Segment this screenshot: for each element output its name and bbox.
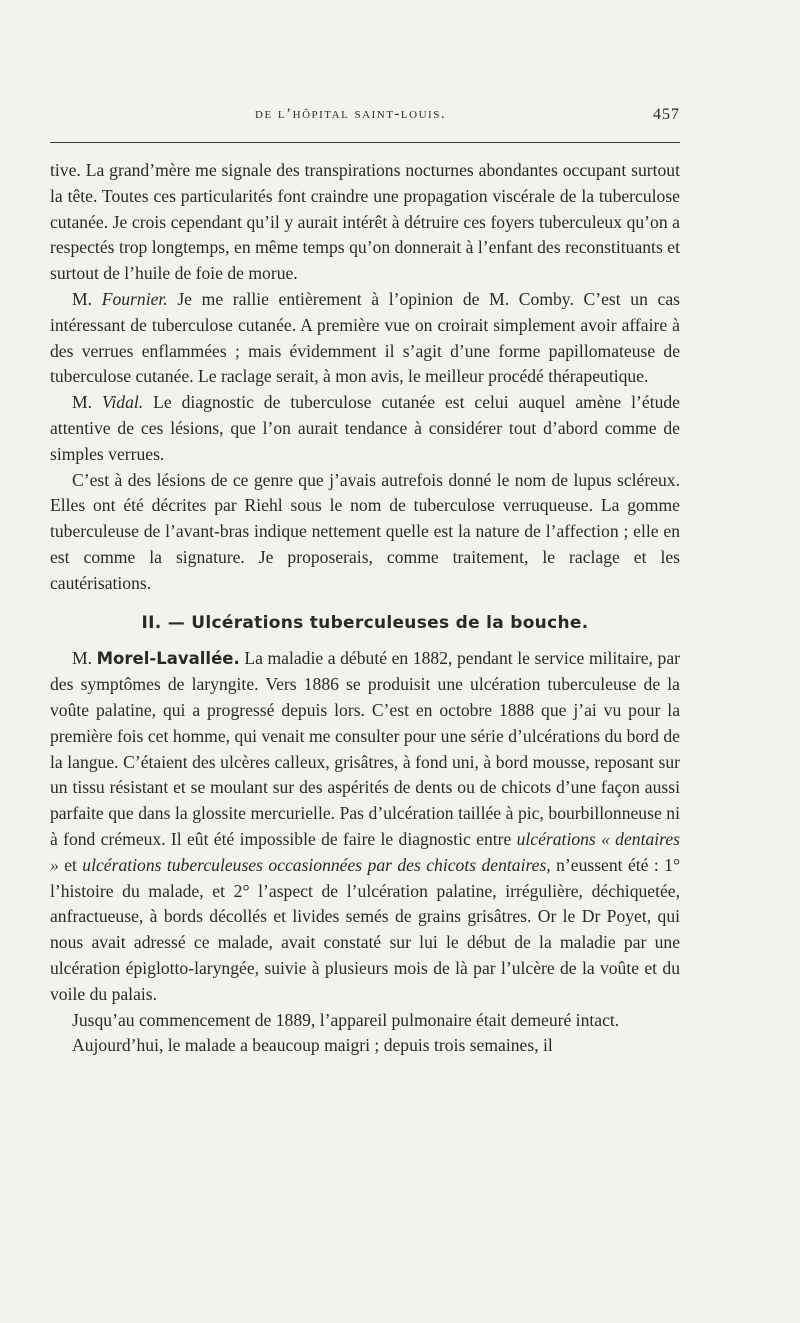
paragraph-text: Je me rallie entièrement à l’opinion de M. Comby. C’est un cas intéressant de tuberculose cutanée. A première vue on croirait simplement avoir affaire à des verrues enflammées ; mais évidemment il s’agit d’une forme papillomateuse de tuberculose cutanée. Le raclage serait, à mon avis, le meilleur procédé thérapeutique. <box>50 288 680 387</box>
header-rule <box>50 142 680 143</box>
paragraph-text: et <box>58 854 83 875</box>
paragraph: tive. La grand’mère me signale des transpirations nocturnes abondantes occupant surtout la tête. Toutes ces particularités font craindre une propagation viscérale de la tuberculose cutanée. Je crois cependant qu’il y aurait intérêt à détruire ces foyers tuberculeux qu’on a respectés trop longtemps, en même temps qu’on donnerait à l’enfant des reconstituants et surtout de l’huile de foie de morue. <box>50 160 680 284</box>
speaker-name: Morel-Lavallée. <box>96 649 240 669</box>
page-header <box>50 106 680 130</box>
body-text <box>50 158 680 1059</box>
speaker-prefix: M. <box>72 392 102 413</box>
paragraph: C’est à des lésions de ce genre que j’avais autrefois donné le nom de lupus scléreux. Elles ont été décrites par Riehl sous le nom de tuberculose verruqueuse. La gomme tuberculeuse de l’avant-bras indique nettement quelle est la nature de l’affection ; elle en est comme la signature. Je proposerais, comme traitement, le raclage et les cautérisations. <box>50 469 680 593</box>
paragraph-text: Le diagnostic de tuberculose cutanée est celui auquel amène l’étude attentive de ces lésions, que l’on aurait tendance à considérer tout d’abord comme de simples verrues. <box>50 392 680 464</box>
paragraph: Jusqu’au commencement de 1889, l’appareil pulmonaire était demeuré intact. <box>72 1009 620 1030</box>
speaker-name: Vidal. <box>101 392 144 413</box>
paragraph-fournier <box>50 287 680 390</box>
speaker-prefix: M. <box>72 288 102 309</box>
paragraph-morel-lavallee <box>50 646 680 1007</box>
italic-phrase: ulcérations tuberculeuses occasionnées par des chicots dentaires, <box>82 854 551 875</box>
italic-phrase: ulcérations « dentaires » <box>50 828 680 875</box>
section-heading: II. — Ulcérations tuberculeuses de la bouche. <box>141 612 589 633</box>
paragraph-text: La maladie a débuté en 1882, pendant le service militaire, par des symptômes de laryngite. Vers 1886 se produisit une ulcération tuberculeuse de la voûte palatine, qui a progressé depuis lors. C’est en octobre 1888 que j’ai vu pour la première fois cet homme, qui venait me consulter pour une série d’ulcérations du bord de la langue. C’étaient des ulcères calleux, grisâtres, à fond uni, à bord mousse, reposant sur un tissu résistant et se moulant sur des aspérités de dents ou de chicots d’une façon aussi parfaite que dans la glossite mercurielle. Pas d’ulcération taillée à pic, bourbillonneuse ni à fond crémeux. Il eût été impossible de faire le diagnostic entre <box>50 648 680 849</box>
paragraph: Aujourd’hui, le malade a beaucoup maigri ; depuis trois semaines, il <box>72 1035 553 1056</box>
running-head: de l’hôpital saint-louis. <box>255 106 447 122</box>
speaker-prefix: M. <box>72 648 97 669</box>
page-number: 457 <box>653 106 680 123</box>
paragraph-vidal <box>50 390 680 467</box>
speaker-name: Fournier. <box>101 288 168 309</box>
paragraph-text: n’eussent été : 1° l’histoire du malade, et 2° l’aspect de l’ulcération palatine, irrégulière, déchiquetée, anfractueuse, à bords décollés et livides semés de grains grisâtres. Or le Dr Poyet, qui nous avait adressé ce malade, avait constaté sur lui le début de la maladie par une ulcération épiglotto-laryngée, suivie à plusieurs mois de là par l’ulcère de la voûte et du voile du palais. <box>50 854 680 1004</box>
